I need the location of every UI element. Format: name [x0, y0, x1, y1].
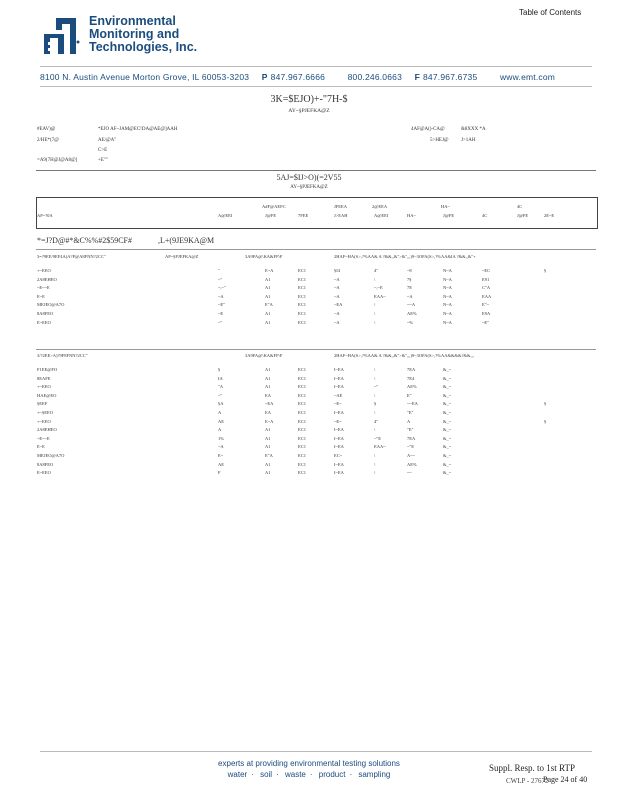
service-item: soil: [260, 770, 273, 779]
table-cell: E"A: [265, 453, 273, 458]
table-cell: I~EA: [334, 444, 344, 450]
footer-tagline: experts at providing environmental testing solutions: [218, 759, 400, 768]
table-cell: I~EA: [334, 461, 344, 467]
table-cell: \: [374, 302, 376, 308]
table-cell: A1: [265, 375, 271, 381]
column-header: J@FE: [265, 213, 277, 218]
table-cell: \: [374, 427, 376, 433]
fax-value: 847.967.6735: [423, 72, 478, 82]
table-cell: AE%: [407, 311, 417, 316]
company-name-line: Monitoring and: [89, 27, 180, 41]
table-cell: A: [218, 427, 222, 433]
table-cell: §: [374, 401, 377, 407]
table-cell: A1: [265, 276, 271, 282]
table-cell: I~EA: [334, 384, 344, 390]
table-cell: &_~: [443, 435, 452, 441]
column-header: HA~: [407, 213, 416, 218]
table-cell: EC1: [298, 401, 307, 407]
street-address: 8100 N. Austin Avenue Morton Grove, IL 60053-3203: [40, 72, 250, 82]
table-cell: 7E: [407, 285, 412, 291]
table-cell: 4": [374, 268, 379, 273]
report-subtitle: AY~§PJEFKA@Z: [288, 108, 330, 114]
table-cell: A1: [265, 293, 271, 299]
table-cell: ~A: [218, 293, 224, 299]
table-cell: A1: [265, 384, 271, 390]
analyte-name: ~E~~E: [37, 285, 50, 291]
column-header: A@EEI: [218, 213, 233, 218]
column-header: A@EEI: [374, 213, 389, 218]
table-cell: A: [218, 410, 222, 415]
table-cell: "A: [218, 384, 224, 390]
group-heading-method: 2HAF~HA(S>,?%AA& A ?&&,,&">&",,,)9~3OFA(S>,?%AA&IA ?&&,,&"+: [334, 254, 476, 259]
table-cell: EC1: [298, 367, 307, 372]
table-cell: I~EA: [334, 367, 344, 372]
table-cell: E": [407, 392, 412, 398]
emt-logo-icon: [40, 16, 80, 56]
table-cell: N~A: [443, 319, 452, 325]
table-cell: ~A: [334, 276, 340, 282]
table-cell: §A: [218, 401, 224, 407]
table-cell: EC1: [298, 268, 307, 273]
response-label: Suppl. Resp. to 1st RTP: [489, 763, 575, 773]
table-cell: I~EA: [334, 375, 344, 381]
analyte-name: E~EEO: [37, 319, 51, 325]
table-cell: 1%: [218, 435, 224, 441]
meta-value: J>1AH: [461, 138, 476, 143]
table-cell: 7§: [407, 276, 412, 282]
table-cell: EC1: [298, 427, 307, 433]
tollfree-number: 800.246.0663: [347, 72, 403, 82]
column-group-header: 4C: [517, 204, 523, 209]
table-cell: ~": [218, 319, 223, 325]
analyte-name: MEJEO@A7O: [37, 302, 65, 308]
table-cell: AE: [218, 418, 224, 424]
analyte-name: +~§EEO: [37, 410, 53, 415]
table-cell: ~%: [407, 319, 414, 325]
fax-label: F: [414, 72, 420, 82]
analyte-name: +~EEO: [37, 384, 51, 390]
company-name: [89, 15, 197, 54]
table-cell: A1: [265, 311, 271, 316]
table-cell: &_~: [443, 470, 452, 476]
table-cell: A1: [265, 319, 271, 325]
table-cell: \: [374, 375, 376, 381]
table-cell: ~E~: [334, 418, 342, 424]
table-cell: &_~: [443, 444, 452, 450]
table-cell: A1: [265, 367, 271, 372]
analyte-name: E~E: [37, 293, 45, 299]
table-cell: &_~: [443, 418, 452, 424]
table-cell: EAA~: [374, 444, 386, 450]
group-heading-basis: AP~§PJEFKA@Z: [165, 254, 199, 259]
table-cell: EC1: [298, 319, 307, 325]
table-cell: N~A: [443, 285, 452, 291]
page-number: Page 24 of 40: [543, 775, 588, 784]
table-cell: "E": [407, 427, 414, 433]
analyte-name: 8A8FEO: [37, 311, 54, 316]
table-cell: ~,~": [218, 285, 226, 291]
column-group-header: A#F@AEFC: [262, 204, 286, 209]
analyte-name: HAE@EO: [37, 392, 57, 398]
table-cell: I~EA: [334, 470, 344, 476]
table-cell: I~EA: [334, 427, 344, 433]
table-cell: AE: [218, 461, 224, 467]
table-cell: EC1: [298, 410, 307, 415]
table-cell: N~A: [443, 268, 452, 273]
table-cell: E"A: [265, 302, 273, 308]
phone-value: 847.967.6666: [270, 72, 326, 82]
table-cell: N~A: [443, 302, 452, 308]
table-cell: \: [374, 311, 376, 316]
table-cell: §: [544, 268, 547, 273]
table-cell: E9A: [482, 311, 491, 316]
table-cell: ~A: [407, 293, 413, 299]
table-cell: ~~EA: [407, 401, 418, 407]
column-header: J>EAH: [334, 213, 348, 218]
meta-label: 5>HEJ@: [430, 138, 449, 143]
table-cell: I~EA: [334, 435, 344, 441]
analyte-name: +~EEO: [37, 268, 51, 273]
column-header: J@FE: [443, 213, 455, 218]
meta-label: #EAV)@: [37, 127, 56, 132]
table-cell: ~"E: [407, 444, 415, 450]
subsection-title: *=J?D@#*&C%%#2$59CF#: [37, 236, 132, 245]
table-cell: ~A: [334, 293, 340, 299]
group-heading-column: 3A9FA@\KA&FF\F: [245, 254, 283, 259]
table-cell: ~E": [482, 319, 490, 325]
group-divider: [36, 349, 596, 350]
table-cell: &_~: [443, 453, 452, 458]
table-of-contents-link[interactable]: Table of Contents: [519, 8, 582, 17]
analyte-name: MEJEO@A7O: [37, 453, 65, 458]
table-cell: \: [374, 410, 376, 415]
table-cell: ~": [374, 384, 379, 390]
company-name-line: Environmental: [89, 14, 176, 28]
table-cell: A1: [265, 285, 271, 291]
table-cell: A1: [265, 444, 271, 450]
table-cell: EC1: [298, 435, 307, 441]
analyte-name: +~EEO: [37, 418, 51, 424]
table-cell: 7EA: [407, 367, 416, 372]
meta-label: 4AF@A()-CA@: [411, 127, 445, 132]
table-cell: F: [218, 470, 221, 476]
footer-divider: [40, 751, 592, 752]
table-cell: EC1: [298, 276, 307, 282]
table-cell: ~~A: [407, 302, 416, 308]
table-cell: EC1: [298, 418, 307, 424]
analyte-name: E~EEO: [37, 470, 51, 476]
section-title: 5AJ=$IJ>O)(=2V55: [276, 173, 342, 182]
table-cell: ~E~: [334, 401, 342, 407]
table-cell: &_~: [443, 427, 452, 433]
meta-value: &8XXX *A: [461, 127, 486, 132]
phone-label: P: [261, 72, 268, 82]
table-cell: EA: [265, 410, 271, 415]
table-cell: EC1: [298, 311, 307, 316]
meta-value: AE/@A": [98, 138, 117, 143]
table-cell: ~AE: [334, 392, 343, 398]
service-item: water: [227, 770, 248, 779]
table-cell: &_~: [443, 392, 452, 398]
table-cell: A~~: [407, 453, 416, 458]
website-link[interactable]: www.emt.com: [499, 72, 556, 82]
table-cell: ~EC: [482, 268, 491, 273]
column-header: J@FE: [517, 213, 529, 218]
column-group-header: 2@EEA: [372, 204, 388, 209]
analyte-name: E~E: [37, 444, 45, 450]
table-cell: ": [218, 268, 220, 273]
table-cell: E~: [218, 453, 224, 458]
analyte-name: 2A8EHEO: [37, 276, 57, 282]
column-header: AP~?0A: [37, 213, 53, 218]
table-cell: \: [374, 470, 376, 476]
table-cell: E~A: [265, 268, 274, 273]
table-cell: ~A: [334, 311, 340, 316]
report-title: 3K=$EJO)+-"7H-$: [270, 94, 348, 105]
meta-value: *EJO AF~JAM@EC!DA@AE@]AAH: [98, 127, 178, 132]
table-cell: EC1: [298, 384, 307, 390]
table-cell: 4": [374, 418, 379, 424]
table-cell: EC1: [298, 461, 307, 467]
table-cell: I~EA: [334, 410, 344, 415]
table-cell: A1: [265, 470, 271, 476]
meta-label: =A9(7H@J@A8@]: [37, 158, 78, 163]
group-divider: [36, 249, 596, 250]
table-cell: &_~: [443, 410, 452, 415]
contact-bar: [40, 72, 600, 82]
fax-number: [415, 72, 488, 82]
table-cell: EA: [265, 392, 271, 398]
meta-value: C>E: [98, 148, 108, 153]
analyte-name: 2A8EHEO: [37, 427, 57, 433]
table-cell: ~EA: [334, 302, 343, 308]
group-heading: 3/?2EE>A)?9F8FNN?2CC": [37, 353, 88, 358]
table-cell: \: [374, 367, 376, 372]
table-cell: E"~: [482, 302, 490, 308]
table-cell: 7E4: [407, 375, 415, 381]
table-cell: ~8: [407, 268, 412, 273]
table-cell: E~A: [265, 418, 274, 424]
table-cell: EC1: [298, 293, 307, 299]
phone-number: [262, 72, 335, 82]
meta-value: +E"": [98, 158, 108, 163]
meta-label: 2/HE*(7@: [37, 138, 59, 143]
table-cell: 7EA: [407, 435, 416, 441]
header-divider: [40, 66, 592, 67]
table-cell: EC1: [298, 392, 307, 398]
column-group-header: HA~: [441, 204, 450, 209]
service-item: sampling: [358, 770, 391, 779]
analyte-name: 8EAFE: [37, 375, 51, 381]
table-cell: &_~: [443, 461, 452, 467]
column-header: 2E~E: [544, 213, 555, 218]
table-cell: IA: [218, 375, 223, 381]
table-cell: §: [544, 418, 547, 424]
column-header: 4C: [482, 213, 488, 218]
analyte-name: F1EE@FO: [37, 367, 58, 372]
company-name-line: Technologies, Inc.: [89, 40, 198, 54]
table-cell: EC1: [298, 453, 307, 458]
table-cell: ~,~E: [374, 285, 383, 291]
contact-divider: [40, 86, 592, 87]
table-cell: EC1: [298, 444, 307, 450]
table-cell: "E": [407, 410, 414, 415]
table-cell: &_~: [443, 401, 452, 407]
table-cell: ~E": [218, 302, 226, 308]
table-cell: ~A: [218, 444, 224, 450]
table-cell: A: [407, 418, 411, 424]
table-cell: EC1: [298, 375, 307, 381]
table-cell: §: [544, 401, 547, 407]
table-cell: EAA~: [374, 293, 386, 299]
table-cell: A1: [265, 427, 271, 433]
table-cell: AE%: [407, 461, 417, 467]
table-cell: \: [374, 276, 376, 282]
table-cell: N~A: [443, 293, 452, 299]
table-cell: EC1: [298, 470, 307, 476]
section-subtitle: AY~§PJEFKA@Z: [290, 185, 328, 190]
table-cell: E91: [482, 276, 490, 282]
analyte-name: §EEF: [37, 401, 48, 407]
table-cell: N~A: [443, 276, 452, 282]
table-cell: A1: [265, 461, 271, 467]
group-heading-column: 3A9FA@\KA&FF\F: [245, 353, 283, 358]
analyte-name: ~E~~E: [37, 435, 50, 441]
table-cell: \: [374, 453, 376, 458]
service-item: product: [318, 770, 346, 779]
table-cell: \: [374, 392, 376, 398]
table-cell: §: [218, 367, 221, 372]
table-cell: EC~: [334, 453, 343, 458]
section-divider: [36, 170, 596, 171]
table-cell: §I4: [334, 268, 340, 273]
table-cell: &_~: [443, 375, 452, 381]
analyte-name: 8A8FEO: [37, 461, 54, 467]
table-cell: C"A: [482, 285, 491, 291]
table-cell: \: [374, 319, 376, 325]
column-group-header: JFEEA: [334, 204, 348, 209]
table-cell: N~A: [443, 311, 452, 316]
service-item: waste: [284, 770, 306, 779]
table-cell: ~A: [334, 285, 340, 291]
table-cell: A1: [265, 435, 271, 441]
table-cell: ~": [218, 276, 223, 282]
column-header-box: [36, 197, 598, 229]
table-cell: ~~: [407, 470, 412, 476]
table-cell: ~E: [218, 311, 224, 316]
document-code: CWLP - 27672: [506, 777, 549, 785]
column-header: 7FEE: [298, 213, 309, 218]
table-cell: EC1: [298, 285, 307, 291]
table-cell: EAA: [482, 293, 492, 299]
table-cell: &_~: [443, 384, 452, 390]
group-heading: 3=?9EE/9EF4A)A?P@A8FNN?2CC": [37, 254, 106, 259]
group-heading-method: 2HAF~HA(S>,?%AA& A ?&&,,&">&",,,)9~3OFA(S>,?%AA&&&&?&&,,,: [334, 353, 474, 358]
table-cell: ~"E: [374, 435, 382, 441]
footer-services: water · soil · waste · product · sampling: [227, 770, 391, 779]
table-cell: ~EA: [265, 401, 274, 407]
table-cell: \: [374, 461, 376, 467]
subsection-title-2: ,L+(9JE9KA@M: [158, 236, 215, 245]
table-cell: ~": [218, 392, 223, 398]
table-cell: &_~: [443, 367, 452, 372]
table-cell: AE%: [407, 384, 417, 390]
table-cell: EC1: [298, 302, 307, 308]
table-cell: ~A: [334, 319, 340, 325]
